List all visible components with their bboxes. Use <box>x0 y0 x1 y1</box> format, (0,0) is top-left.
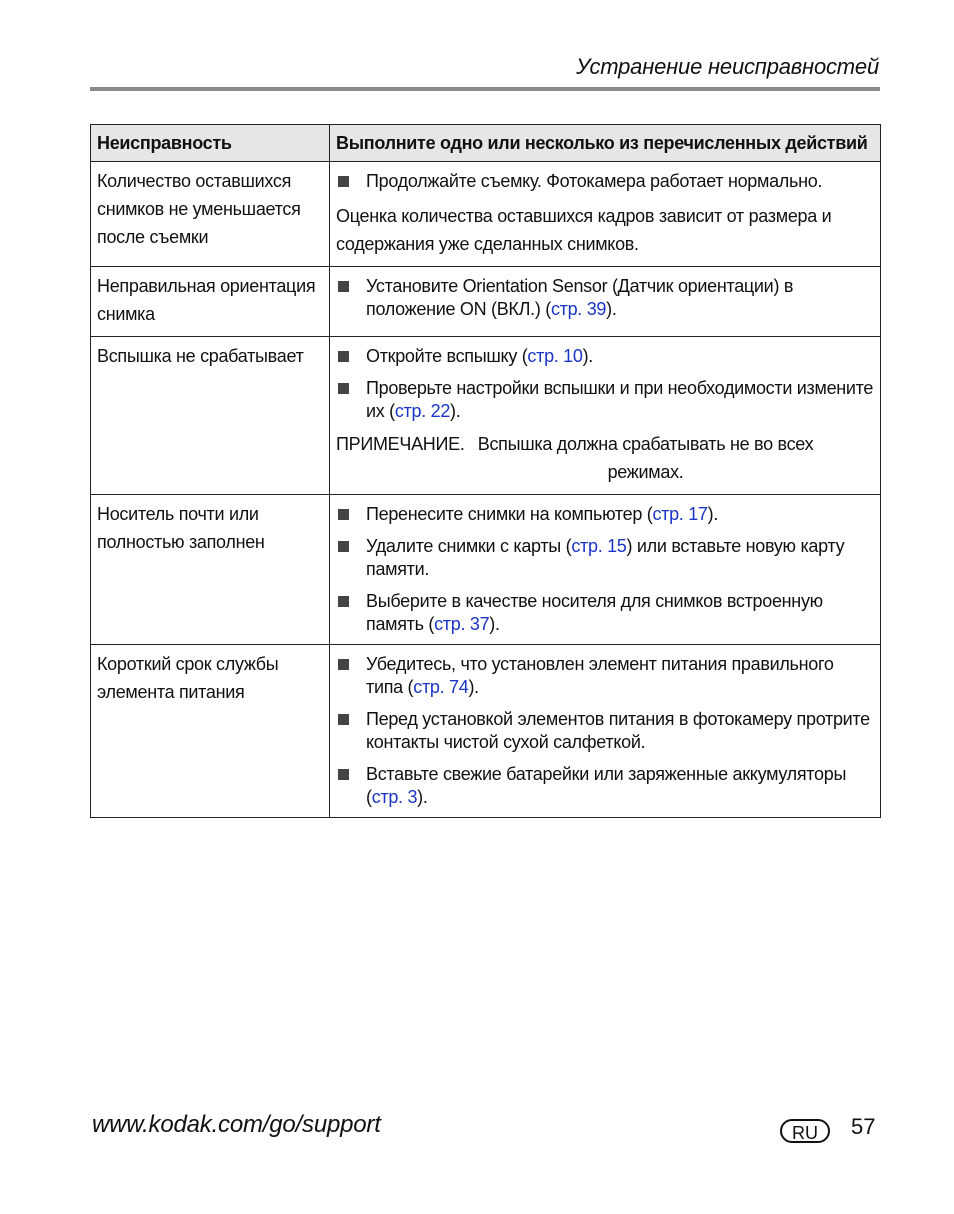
actions-cell <box>330 162 881 267</box>
action-item <box>336 503 874 526</box>
page-link[interactable]: стр. 3 <box>371 787 418 807</box>
action-text: Откройте вспышку (стр. 10). <box>366 346 594 366</box>
problem-cell: Короткий срок службы элемента питания <box>91 645 330 818</box>
header-divider <box>90 87 880 91</box>
action-text: Убедитесь, что установлен элемент питания правильного типа (стр. 74). <box>366 654 834 697</box>
note <box>336 430 874 486</box>
action-text: Перед установкой элементов питания в фотокамеру протрите контакты чистой сухой салфеткой. <box>366 709 870 752</box>
table-row <box>91 645 881 818</box>
action-item <box>336 535 874 581</box>
actions-cell <box>330 337 881 495</box>
bullet-square-icon <box>338 509 349 520</box>
page-link[interactable]: стр. 10 <box>527 346 583 366</box>
bullet-square-icon <box>338 659 349 670</box>
bullet-square-icon <box>338 351 349 362</box>
actions-cell <box>330 495 881 645</box>
action-item <box>336 763 874 809</box>
page-number: 57 <box>851 1114 876 1139</box>
problem-cell: Неправильная ориентация снимка <box>91 267 330 337</box>
page-link[interactable]: стр. 17 <box>652 504 708 524</box>
bullet-square-icon <box>338 176 349 187</box>
column-header-actions: Выполните одно или несколько из перечисленных действий <box>330 125 881 162</box>
page-link[interactable]: стр. 74 <box>413 677 469 697</box>
support-url[interactable]: www.kodak.com/go/support <box>92 1111 381 1138</box>
table-row <box>91 162 881 267</box>
problem-cell: Носитель почти или полностью заполнен <box>91 495 330 645</box>
action-item <box>336 275 874 321</box>
table-row <box>91 267 881 337</box>
table-header-row <box>91 125 881 162</box>
bullet-square-icon <box>338 769 349 780</box>
bullet-square-icon <box>338 541 349 552</box>
action-text: Выберите в качестве носителя для снимков встроенную память (стр. 37). <box>366 591 823 634</box>
page-link[interactable]: стр. 37 <box>434 614 490 634</box>
problem-cell: Вспышка не срабатывает <box>91 337 330 495</box>
action-item <box>336 345 874 368</box>
note-text: Вспышка должна срабатывать не во всех режимах. <box>477 434 814 482</box>
action-text: Проверьте настройки вспышки и при необходимости измените их (стр. 22). <box>366 378 874 421</box>
bullet-square-icon <box>338 596 349 607</box>
action-item <box>336 653 874 699</box>
action-item <box>336 708 874 754</box>
page-link[interactable]: стр. 39 <box>550 299 607 319</box>
action-text: Продолжайте съемку. Фотокамера работает нормально. <box>366 171 823 191</box>
actions-cell <box>330 267 881 337</box>
action-item <box>336 590 874 636</box>
problem-cell: Количество оставшихся снимков не уменьшается после съемки <box>91 162 330 267</box>
action-item <box>336 377 874 423</box>
action-text: Вставьте свежие батарейки или заряженные аккумуляторы (стр. 3). <box>366 764 847 807</box>
page-header-title: Устранение неисправностей <box>576 54 879 79</box>
action-text: Установите Orientation Sensor (Датчик ориентации) в положение ON (ВКЛ.) (стр. 39). <box>366 276 794 319</box>
info-paragraph: Оценка количества оставшихся кадров зависит от размера и содержания уже сделанных снимков. <box>336 206 832 254</box>
bullet-square-icon <box>338 383 349 394</box>
bullet-square-icon <box>338 714 349 725</box>
table-row <box>91 495 881 645</box>
action-item <box>336 170 874 193</box>
page-link[interactable]: стр. 22 <box>394 401 451 421</box>
page-link[interactable]: стр. 15 <box>571 536 627 556</box>
actions-cell <box>330 645 881 818</box>
troubleshooting-table <box>90 124 881 818</box>
bullet-square-icon <box>338 281 349 292</box>
table-row <box>91 337 881 495</box>
action-text: Перенесите снимки на компьютер (стр. 17). <box>366 504 719 524</box>
action-text: Удалите снимки с карты (стр. 15) или вставьте новую карту памяти. <box>366 536 845 579</box>
language-badge: RU <box>780 1119 830 1143</box>
column-header-problem: Неисправность <box>91 125 330 162</box>
note-label: ПРИМЕЧАНИЕ. <box>336 434 465 454</box>
